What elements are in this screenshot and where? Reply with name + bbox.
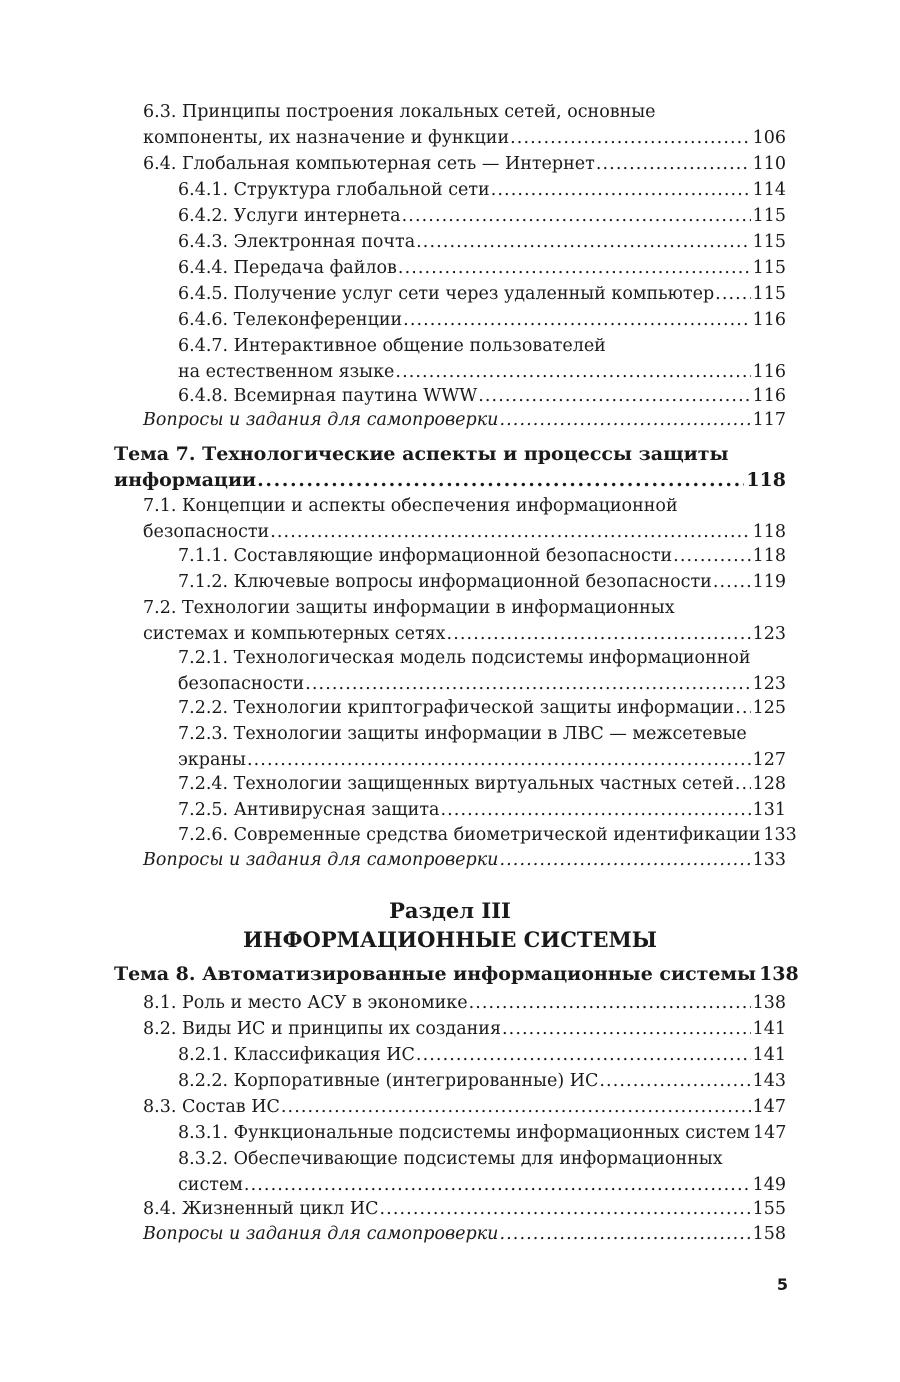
toc-entry-7-2-5[interactable] bbox=[178, 797, 786, 823]
toc-entry-leader-line bbox=[178, 569, 786, 595]
toc-page-number: 141 bbox=[752, 1019, 786, 1039]
section-title: ИНФОРМАЦИОННЫЕ СИСТЕМЫ bbox=[242, 927, 658, 952]
toc-page-number: 133 bbox=[752, 850, 786, 870]
toc-entry-6-4[interactable] bbox=[143, 151, 786, 177]
toc-entry-title: 8.1. Роль и место АСУ в экономике bbox=[143, 993, 468, 1013]
toc-page-number: 141 bbox=[752, 1045, 786, 1065]
toc-entry-leader-line bbox=[143, 125, 786, 151]
toc-entry-title: 7.2.2. Технологии криптографической защиты информации bbox=[178, 698, 735, 718]
toc-entry-title-line: 6.3. Принципы построения локальных сетей, основные bbox=[143, 102, 656, 122]
dot-leader bbox=[380, 1196, 751, 1222]
toc-entry-title: 6.4.3. Электронная почта bbox=[178, 232, 416, 252]
dot-leader bbox=[398, 255, 751, 281]
toc-entry-leader-line bbox=[178, 797, 786, 823]
toc-entry-leader-line bbox=[178, 747, 786, 773]
toc-entry-title: 6.4.1. Структура глобальной сети bbox=[178, 180, 490, 200]
toc-entry-7-2-3[interactable] bbox=[178, 721, 786, 773]
toc-entry-title: 8.2. Виды ИС и принципы их создания bbox=[143, 1019, 502, 1039]
toc-entry-7-2-6[interactable] bbox=[178, 822, 797, 848]
toc-entry-leader-line bbox=[178, 695, 786, 721]
toc-entry-title: 6.4.2. Услуги интернета bbox=[178, 206, 401, 226]
toc-topic-title-line: Тема 7. Технологические аспекты и процессы защиты bbox=[114, 443, 729, 465]
toc-page-number: 133 bbox=[763, 825, 797, 845]
toc-entry-8-4[interactable] bbox=[143, 1196, 786, 1222]
toc-entry-leader-line bbox=[143, 407, 786, 433]
toc-entry-title: компоненты, их назначение и функции bbox=[143, 128, 510, 148]
toc-entry-leader-line bbox=[178, 177, 786, 203]
toc-entry-6-4-3[interactable] bbox=[178, 229, 786, 255]
dot-leader bbox=[499, 1221, 750, 1247]
toc-entry-title: на естественном языке bbox=[178, 362, 395, 382]
toc-page-number: 155 bbox=[752, 1199, 786, 1219]
page-number: 5 bbox=[776, 1275, 788, 1294]
toc-entry-6-4-2[interactable] bbox=[178, 203, 786, 229]
toc-entry-leader-line bbox=[114, 467, 786, 493]
dot-leader bbox=[395, 359, 750, 385]
dot-leader bbox=[440, 797, 750, 823]
toc-page-number: 149 bbox=[752, 1175, 786, 1195]
toc-entry-leader-line bbox=[114, 961, 799, 987]
toc-topic-7[interactable] bbox=[114, 441, 786, 493]
dot-leader bbox=[499, 407, 750, 433]
toc-entry-title: безопасности bbox=[143, 522, 270, 542]
dot-leader bbox=[499, 847, 750, 873]
toc-entry-7-1-1[interactable] bbox=[178, 543, 786, 569]
toc-entry-leader-line bbox=[178, 822, 797, 848]
toc-entry-leader-line bbox=[178, 383, 786, 409]
dot-leader bbox=[247, 747, 751, 773]
toc-entry-leader-line bbox=[178, 771, 786, 797]
section-label: Раздел III bbox=[389, 898, 511, 923]
toc-entry-6-4-4[interactable] bbox=[178, 255, 786, 281]
toc-page-number: 116 bbox=[752, 362, 786, 382]
toc-entry-leader-line bbox=[178, 1120, 786, 1146]
toc-page-number: 147 bbox=[753, 1123, 787, 1143]
toc-entry-title: 6.4.5. Получение услуг сети через удаленный компьютер bbox=[178, 284, 715, 304]
toc-topic-title: информации bbox=[114, 469, 257, 491]
toc-page-number: 115 bbox=[752, 232, 786, 252]
toc-entry-title: систем bbox=[178, 1175, 243, 1195]
toc-entry-8-2-2[interactable] bbox=[178, 1068, 786, 1094]
toc-page-number: 118 bbox=[746, 469, 786, 491]
toc-entry-leader-line bbox=[143, 519, 786, 545]
toc-entry-title-line: 7.1. Концепции и аспекты обеспечения информационной bbox=[143, 496, 678, 516]
toc-entry-leader-line bbox=[178, 307, 786, 333]
toc-entry-leader-line bbox=[178, 229, 786, 255]
toc-page-number: 138 bbox=[752, 993, 786, 1013]
toc-entry-leader-line bbox=[178, 1042, 786, 1068]
toc-page-number: 115 bbox=[752, 206, 786, 226]
toc-page-number: 114 bbox=[752, 180, 786, 200]
toc-entry-8-1[interactable] bbox=[143, 990, 786, 1016]
toc-entry-title: Вопросы и задания для самопроверки bbox=[143, 410, 499, 430]
toc-entry-7-1[interactable] bbox=[143, 493, 786, 545]
dot-leader bbox=[244, 1172, 751, 1198]
toc-entry-leader-line bbox=[178, 671, 786, 697]
dot-leader bbox=[735, 695, 750, 721]
toc-entry-title: 7.2.4. Технологии защищенных виртуальных частных сетей bbox=[178, 774, 734, 794]
toc-entry-8-2[interactable] bbox=[143, 1016, 786, 1042]
toc-entry-7-2-4[interactable] bbox=[178, 771, 786, 797]
toc-entry-title: 7.2.5. Антивирусная защита bbox=[178, 800, 440, 820]
toc-entry-title-line: 7.2.1. Технологическая модель подсистемы информационной bbox=[178, 648, 751, 668]
dot-leader bbox=[596, 151, 751, 177]
toc-entry-6-4-7[interactable] bbox=[178, 333, 786, 385]
dot-leader bbox=[305, 671, 750, 697]
toc-entry-title: безопасности bbox=[178, 674, 305, 694]
dot-leader bbox=[281, 1094, 751, 1120]
dot-leader bbox=[491, 177, 751, 203]
toc-page-number: 147 bbox=[752, 1097, 786, 1117]
toc-page-number: 110 bbox=[752, 154, 786, 174]
toc-page-number: 115 bbox=[752, 258, 786, 278]
toc-entry-leader-line bbox=[143, 1016, 786, 1042]
toc-entry-questions-6[interactable] bbox=[143, 407, 786, 433]
toc-entry-title: 8.4. Жизненный цикл ИС bbox=[143, 1199, 379, 1219]
toc-entry-7-2-2[interactable] bbox=[178, 695, 786, 721]
toc-entry-title: 8.2.1. Классификация ИС bbox=[178, 1045, 415, 1065]
toc-page-number: 128 bbox=[752, 774, 786, 794]
toc-entry-7-2-1[interactable] bbox=[178, 645, 786, 697]
dot-leader bbox=[416, 229, 750, 255]
toc-page-number: 106 bbox=[752, 128, 786, 148]
toc-entry-title: экраны bbox=[178, 750, 246, 770]
toc-entry-8-3-1[interactable] bbox=[178, 1120, 786, 1146]
toc-entry-6-3[interactable] bbox=[143, 99, 786, 151]
toc-page-number: 125 bbox=[752, 698, 786, 718]
toc-entry-leader-line bbox=[178, 255, 786, 281]
toc-entry-7-1-2[interactable] bbox=[178, 569, 786, 595]
toc-entry-title: 8.2.2. Корпоративные (интегрированные) ИС bbox=[178, 1071, 599, 1091]
toc-entry-title: Вопросы и задания для самопроверки bbox=[143, 1224, 499, 1244]
toc-page-number: 117 bbox=[752, 410, 786, 430]
toc-entry-title: 6.4.4. Передача файлов bbox=[178, 258, 397, 278]
toc-entry-title: 7.1.2. Ключевые вопросы информационной безопасности bbox=[178, 572, 712, 592]
toc-page-number: 123 bbox=[752, 624, 786, 644]
toc-entry-title: 7.2.6. Современные средства биометрической идентификации bbox=[178, 825, 761, 845]
dot-leader bbox=[502, 1016, 751, 1042]
dot-leader bbox=[673, 543, 750, 569]
toc-page-number: 115 bbox=[752, 284, 786, 304]
dot-leader bbox=[416, 1042, 751, 1068]
toc-entry-6-4-8[interactable] bbox=[178, 383, 786, 409]
toc-page-number: 158 bbox=[752, 1224, 786, 1244]
toc-page-number: 118 bbox=[752, 522, 786, 542]
toc-entry-leader-line bbox=[143, 151, 786, 177]
toc-entry-leader-line bbox=[143, 1221, 786, 1247]
toc-entry-8-3[interactable] bbox=[143, 1094, 786, 1120]
toc-entry-title-line: 6.4.7. Интерактивное общение пользователей bbox=[178, 336, 606, 356]
dot-leader bbox=[478, 383, 750, 409]
toc-entry-leader-line bbox=[178, 1172, 786, 1198]
toc-entry-8-2-1[interactable] bbox=[178, 1042, 786, 1068]
toc-entry-title: 6.4. Глобальная компьютерная сеть — Интернет bbox=[143, 154, 595, 174]
toc-entry-leader-line bbox=[143, 847, 786, 873]
toc-entry-6-4-1[interactable] bbox=[178, 177, 786, 203]
toc-page-number: 143 bbox=[752, 1071, 786, 1091]
toc-entry-title-line: 7.2.3. Технологии защиты информации в ЛВС — межсетевые bbox=[178, 724, 747, 744]
toc-entry-leader-line bbox=[178, 281, 786, 307]
dot-leader bbox=[257, 467, 744, 493]
toc-page-number: 116 bbox=[752, 310, 786, 330]
toc-entry-questions-7[interactable] bbox=[143, 847, 786, 873]
dot-leader bbox=[735, 771, 751, 797]
toc-entry-title: Вопросы и задания для самопроверки bbox=[143, 850, 499, 870]
dot-leader bbox=[403, 307, 750, 333]
toc-entry-8-3-2[interactable] bbox=[178, 1146, 786, 1198]
toc-entry-leader-line bbox=[178, 203, 786, 229]
dot-leader bbox=[510, 125, 750, 151]
toc-entry-title: 8.3. Состав ИС bbox=[143, 1097, 280, 1117]
toc-page-number: 131 bbox=[752, 800, 786, 820]
toc-entry-leader-line bbox=[178, 543, 786, 569]
dot-leader bbox=[270, 519, 750, 545]
toc-entry-leader-line bbox=[143, 990, 786, 1016]
toc-entry-7-2[interactable] bbox=[143, 595, 786, 647]
toc-entry-title-line: 8.3.2. Обеспечивающие подсистемы для информационных bbox=[178, 1149, 723, 1169]
toc-page-number: 119 bbox=[752, 572, 786, 592]
toc-entry-title: 8.3.1. Функциональные подсистемы информационных систем bbox=[178, 1123, 751, 1143]
toc-entry-questions-8[interactable] bbox=[143, 1221, 786, 1247]
dot-leader bbox=[402, 203, 751, 229]
toc-entry-title-line: 7.2. Технологии защиты информации в информационных bbox=[143, 598, 675, 618]
toc-entry-title: 6.4.8. Всемирная паутина WWW bbox=[178, 386, 478, 406]
toc-entry-title: системах и компьютерных сетях bbox=[143, 624, 446, 644]
dot-leader bbox=[713, 569, 751, 595]
toc-entry-leader-line bbox=[178, 1068, 786, 1094]
toc-page-number: 123 bbox=[752, 674, 786, 694]
toc-entry-title: 7.1.1. Составляющие информационной безопасности bbox=[178, 546, 673, 566]
toc-entry-leader-line bbox=[143, 621, 786, 647]
toc-entry-leader-line bbox=[143, 1196, 786, 1222]
toc-page-number: 138 bbox=[759, 963, 799, 985]
dot-leader bbox=[447, 621, 751, 647]
toc-topic-8[interactable] bbox=[114, 961, 799, 987]
toc-page-number: 116 bbox=[752, 386, 786, 406]
toc-topic-title: Тема 8. Автоматизированные информационные системы bbox=[114, 963, 757, 985]
toc-entry-leader-line bbox=[178, 359, 786, 385]
dot-leader bbox=[599, 1068, 750, 1094]
toc-entry-6-4-6[interactable] bbox=[178, 307, 786, 333]
toc-page-number: 118 bbox=[752, 546, 786, 566]
toc-entry-title: 6.4.6. Телеконференции bbox=[178, 310, 403, 330]
toc-entry-6-4-5[interactable] bbox=[178, 281, 786, 307]
toc-entry-leader-line bbox=[143, 1094, 786, 1120]
dot-leader bbox=[469, 990, 751, 1016]
toc-page-number: 127 bbox=[752, 750, 786, 770]
dot-leader bbox=[715, 281, 750, 307]
